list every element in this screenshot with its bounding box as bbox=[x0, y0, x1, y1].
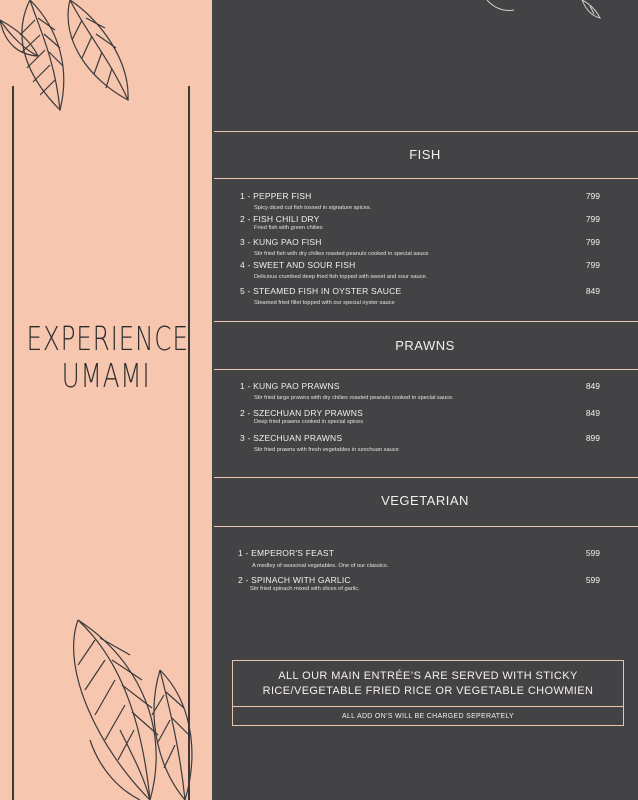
item-name: 1 - KUNG PAO PRAWNS bbox=[240, 381, 340, 391]
item-description: A medley of seasonal vegetables. One of our classics. bbox=[252, 563, 389, 569]
menu-item-kung-pao-prawns bbox=[240, 381, 600, 401]
item-description: Spicy diced cut fish tossed in signature spices. bbox=[254, 205, 372, 211]
item-description: Stir fried large prawns with dry chilies roasted peanuts cooked in special sauce. bbox=[254, 395, 454, 401]
item-description: Steamed fried fillet topped with our special oyster sauce bbox=[254, 300, 395, 306]
menu-item-sweet-and-sour-fish bbox=[240, 260, 600, 280]
menu-item-kung-pao-fish bbox=[240, 237, 600, 257]
menu-item-pepper-fish bbox=[240, 191, 600, 211]
section-title-prawns: PRAWNS bbox=[395, 338, 455, 353]
menu-item-szechuan-prawns bbox=[240, 433, 600, 453]
brand-title bbox=[26, 319, 189, 395]
leaf-illustration-bottom bbox=[60, 610, 212, 800]
item-description: Deep fried prawns cooked in special spices bbox=[254, 419, 364, 425]
note-divider bbox=[233, 706, 623, 707]
note-line-2: RICE/VEGETABLE FRIED RICE OR VEGETABLE CHOWMIEN bbox=[262, 685, 594, 697]
item-name: 3 - SZECHUAN PRAWNS bbox=[240, 433, 343, 443]
item-price: 599 bbox=[585, 575, 600, 585]
divider bbox=[214, 178, 638, 179]
item-name: 5 - STEAMED FISH IN OYSTER SAUCE bbox=[240, 286, 402, 296]
brand-line-1: EXPERIENCE bbox=[26, 319, 189, 358]
menu-panel bbox=[212, 0, 638, 800]
brand-panel bbox=[0, 0, 212, 800]
divider bbox=[214, 369, 638, 370]
leaf-illustration-corner bbox=[482, 0, 638, 22]
item-price: 899 bbox=[585, 433, 600, 443]
item-description: Stir fried fish with dry chilies roasted peanuts cooked in special sauce bbox=[254, 251, 429, 257]
item-price: 849 bbox=[585, 286, 600, 296]
item-description: Fried fish with green chilies bbox=[254, 225, 323, 231]
item-description: Delicious crumbed deep fried fish topped with sweet and sour sauce. bbox=[254, 274, 428, 280]
menu-item-szechuan-dry-prawns bbox=[240, 408, 600, 425]
menu-item-fish-chili-dry bbox=[240, 214, 600, 231]
menu-item-emperors-feast bbox=[238, 548, 600, 569]
note-footer: ALL ADD ON’S WILL BE CHARGED SEPERATELY bbox=[342, 713, 514, 720]
menu-item-steamed-fish bbox=[240, 286, 600, 306]
item-name: 1 - EMPEROR'S FEAST bbox=[238, 548, 335, 558]
served-with-note bbox=[232, 660, 624, 726]
item-price: 599 bbox=[585, 548, 600, 558]
item-name: 2 - SZECHUAN DRY PRAWNS bbox=[240, 408, 363, 418]
note-line-1: ALL OUR MAIN ENTRÉE’S ARE SERVED WITH STICKY bbox=[278, 670, 578, 682]
item-name: 2 - FISH CHILI DRY bbox=[240, 214, 320, 224]
divider bbox=[214, 321, 638, 322]
item-name: 1 - PEPPER FISH bbox=[240, 191, 312, 201]
divider bbox=[214, 131, 638, 132]
item-price: 799 bbox=[585, 260, 600, 270]
divider bbox=[214, 477, 638, 478]
item-price: 799 bbox=[585, 237, 600, 247]
section-title-vegetarian: VEGETARIAN bbox=[381, 493, 469, 508]
menu-item-spinach-with-garlic bbox=[238, 575, 600, 592]
brand-line-2: UMAMI bbox=[61, 356, 151, 395]
item-description: Stir fried prawns with fresh vegetables in szechuan sauce bbox=[254, 447, 399, 453]
item-price: 799 bbox=[585, 214, 600, 224]
item-name: 2 - SPINACH WITH GARLIC bbox=[238, 575, 351, 585]
item-name: 4 - SWEET AND SOUR FISH bbox=[240, 260, 356, 270]
item-description: Stir fried spinach mixed with slices of garlic. bbox=[250, 586, 360, 592]
note-text bbox=[233, 669, 623, 699]
item-price: 799 bbox=[585, 191, 600, 201]
item-price: 849 bbox=[585, 408, 600, 418]
section-title-fish: FISH bbox=[409, 147, 441, 162]
divider bbox=[214, 526, 638, 527]
item-name: 3 - KUNG PAO FISH bbox=[240, 237, 322, 247]
item-price: 849 bbox=[585, 381, 600, 391]
